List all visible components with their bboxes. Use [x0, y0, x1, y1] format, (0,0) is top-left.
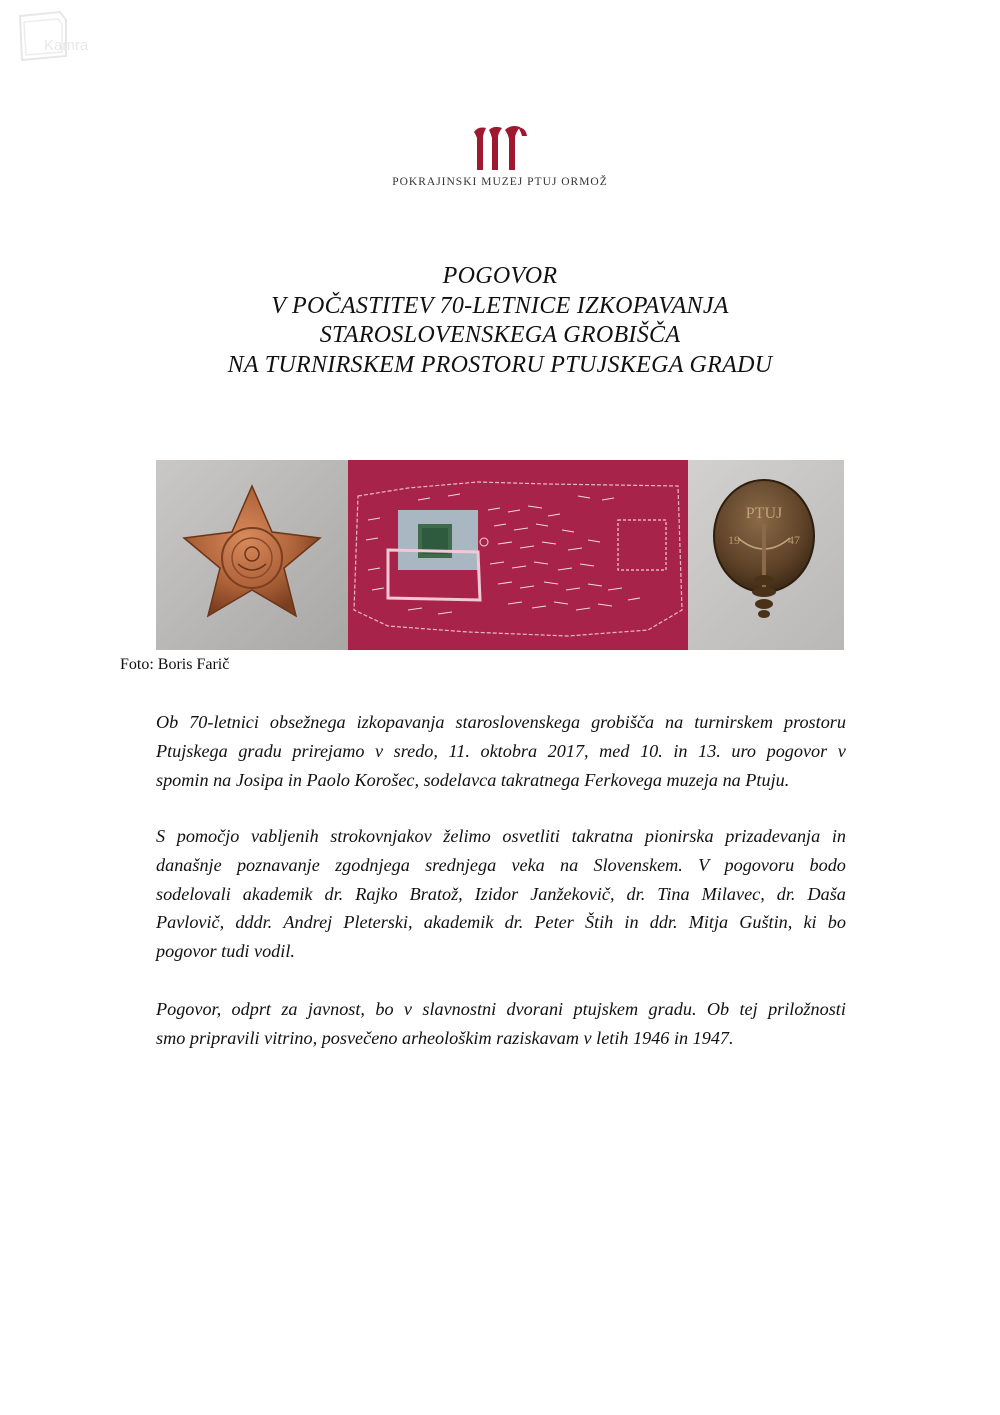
paragraph-line: S pomočjo vabljenih strokovnjakov želimo osvetliti takratna pionirska prizadevanja in: [156, 826, 846, 846]
paragraph-line: Pogovor, odprt za javnost, bo v slavnostni dvorani ptujskem gradu. Ob tej priložnosti: [156, 999, 846, 1019]
title-line: V POČASTITEV 70-LETNICE IZKOPAVANJA: [271, 292, 729, 319]
museum-name: POKRAJINSKI MUZEJ PTUJ ORMOŽ: [392, 176, 608, 188]
paragraph-line: smo pripravili vitrino, posvečeno arheološkim raziskavam v letih 1946 in 1947.: [156, 1027, 734, 1048]
star-badge-photo: [156, 460, 348, 650]
paragraph-2: [156, 822, 846, 966]
paragraph-line: pogovor tudi vodil.: [156, 941, 295, 962]
title-line: POGOVOR: [442, 263, 558, 289]
star-badge-icon: [156, 460, 348, 650]
badge-year-right: 47: [788, 533, 800, 547]
paragraph-3: [156, 995, 846, 1053]
kamra-logo-icon: [8, 10, 118, 62]
ptuj-badge-photo: [688, 460, 844, 650]
badge-text: PTUJ: [745, 505, 783, 522]
title-line: STAROSLOVENSKEGA GROBIŠČA: [319, 322, 681, 348]
paragraph-line: Ob 70-letnici obsežnega izkopavanja staroslovenskega grobišča na turnirskem prostoru: [156, 712, 846, 732]
paragraph-line: Pavlovič, dddr. Andrej Pleterski, akademik dr. Peter Štih in ddr. Mitja Guštin, ki bo: [156, 912, 846, 933]
paragraph-line: sodelovali akademik dr. Rajko Bratož, Izidor Janžekovič, dr. Tina Milavec, dr. Daša: [156, 883, 846, 904]
watermark-text: Kamra: [44, 37, 89, 54]
excavation-plan-map: [348, 460, 688, 650]
paragraph-line: današnje poznavanje zgodnjega srednjega veka na Slovenskem. V pogovoru bodo: [156, 854, 846, 875]
paragraph-line: spomin na Josipa in Paolo Korošec, sodelavca takratnega Ferkovega muzeja na Ptuju.: [156, 769, 790, 790]
museum-logo-icon: [470, 124, 530, 172]
photo-caption: Foto: Boris Farič: [120, 656, 230, 673]
photo-strip: [156, 460, 844, 650]
excavation-map-photo: [348, 460, 688, 650]
museum-logo: [470, 124, 530, 172]
paragraph-line: Ptujskega gradu prirejamo v sredo, 11. oktobra 2017, med 10. in 13. uro pogovor v: [156, 740, 846, 761]
document-title: [0, 262, 1000, 380]
badge-year-left: 19: [728, 533, 740, 547]
ptuj-badge-icon: [688, 460, 844, 650]
title-line: NA TURNIRSKEM PROSTORU PTUJSKEGA GRADU: [227, 351, 773, 378]
kamra-watermark: [8, 10, 118, 62]
paragraph-1: [156, 708, 846, 794]
